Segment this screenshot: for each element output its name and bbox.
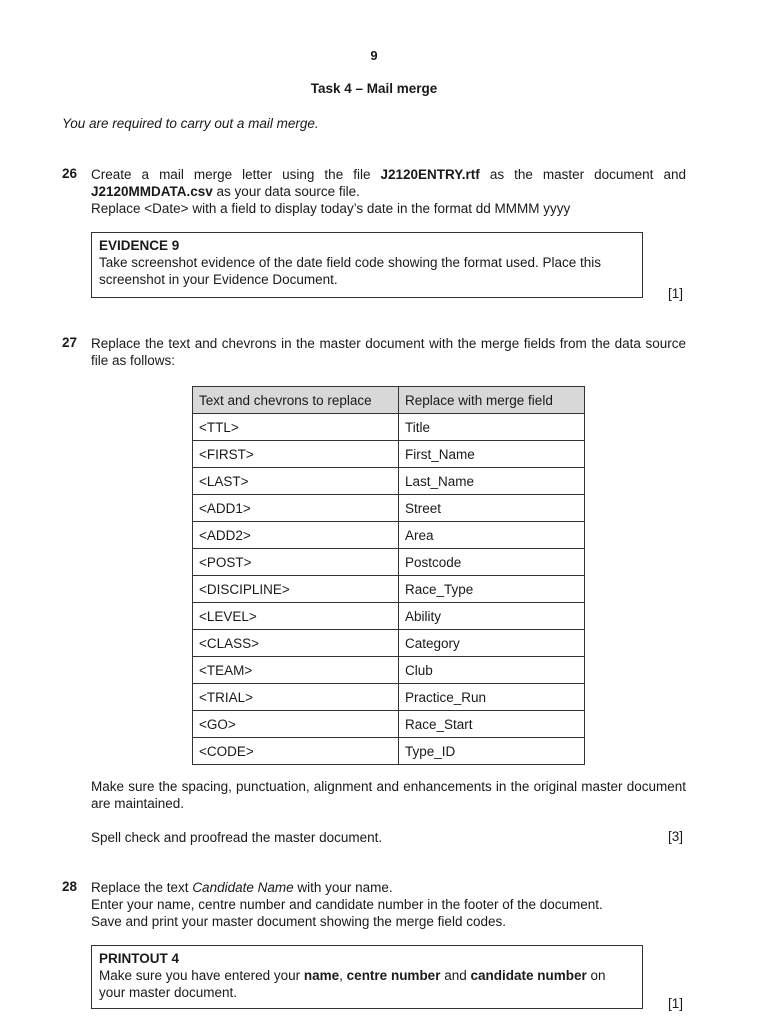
table-cell-merge-field: Race_Type	[399, 576, 585, 603]
table-row	[193, 738, 585, 765]
q26-line2-post: as your data source file.	[212, 184, 360, 199]
question-28-text	[91, 879, 686, 930]
table-cell-placeholder: <LAST>	[193, 468, 399, 495]
q27-mark: [3]	[668, 829, 684, 844]
table-cell-merge-field: Street	[399, 495, 585, 522]
table-cell-placeholder: <TRIAL>	[193, 684, 399, 711]
table-header-cell: Replace with merge field	[399, 387, 585, 414]
q27-spellcheck: Spell check and proofread the master document.	[91, 830, 383, 845]
table-cell-merge-field: Category	[399, 630, 585, 657]
question-27-text: Replace the text and chevrons in the master document with the merge fields from the data source file as follows:	[91, 336, 686, 368]
printout-4-title: PRINTOUT 4	[99, 951, 180, 966]
table-row	[193, 576, 585, 603]
table-cell-placeholder: <ADD1>	[193, 495, 399, 522]
printout-4-candidate-number: candidate number	[470, 968, 587, 983]
printout-4-centre-number: centre number	[346, 968, 441, 983]
table-cell-merge-field: Last_Name	[399, 468, 585, 495]
table-row	[193, 603, 585, 630]
printout-4-post: on your master document.	[99, 968, 606, 1000]
table-row	[193, 414, 585, 441]
table-header-cell: Text and chevrons to replace	[193, 387, 399, 414]
q26-file1: J2120ENTRY.rtf	[380, 167, 480, 182]
printout-4-box	[91, 945, 643, 1009]
printout-4-sep1: ,	[339, 968, 347, 983]
question-26-number: 26	[62, 166, 78, 181]
table-cell-placeholder: <CODE>	[193, 738, 399, 765]
table-row	[193, 495, 585, 522]
q26-mark: [1]	[668, 286, 684, 301]
table-cell-merge-field: Type_ID	[399, 738, 585, 765]
table-cell-placeholder: <GO>	[193, 711, 399, 738]
table-row	[193, 711, 585, 738]
table-row	[193, 522, 585, 549]
table-row	[193, 441, 585, 468]
table-cell-merge-field: Race_Start	[399, 711, 585, 738]
table-cell-placeholder: <CLASS>	[193, 630, 399, 657]
task-title: Task 4 – Mail merge	[310, 81, 438, 96]
table-row	[193, 657, 585, 684]
evidence-9-box	[91, 232, 643, 298]
table-row	[193, 630, 585, 657]
printout-4-name: name	[303, 968, 340, 983]
table-row	[193, 684, 585, 711]
table-header-row	[193, 387, 585, 414]
table-row	[193, 468, 585, 495]
question-28-number: 28	[62, 879, 78, 894]
table-cell-placeholder: <POST>	[193, 549, 399, 576]
evidence-9-text: Take screenshot evidence of the date field code showing the format used. Place this screenshot in your Evidence Document.	[99, 255, 602, 287]
q26-file2: J2120MMDATA.csv	[91, 184, 213, 199]
table-cell-merge-field: Postcode	[399, 549, 585, 576]
table-cell-merge-field: Club	[399, 657, 585, 684]
table-cell-placeholder: <ADD2>	[193, 522, 399, 549]
table-cell-merge-field: Practice_Run	[399, 684, 585, 711]
table-cell-merge-field: Ability	[399, 603, 585, 630]
table-row	[193, 549, 585, 576]
merge-field-table	[192, 386, 585, 765]
q26-line1-post: as the master document and	[479, 167, 686, 182]
table-cell-placeholder: <LEVEL>	[193, 603, 399, 630]
printout-4-pre: Make sure you have entered your	[99, 968, 304, 983]
table-cell-merge-field: Title	[399, 414, 585, 441]
table-cell-merge-field: Area	[399, 522, 585, 549]
page-number: 9	[370, 48, 378, 63]
evidence-9-title: EVIDENCE 9	[99, 238, 180, 253]
question-26-text	[91, 166, 686, 217]
table-cell-placeholder: <TTL>	[193, 414, 399, 441]
table-cell-placeholder: <FIRST>	[193, 441, 399, 468]
printout-4-text	[99, 967, 635, 1001]
q28-line1-pre: Replace the text	[91, 880, 193, 895]
q26-line3: Replace <Date> with a field to display today’s date in the format dd MMMM yyyy	[91, 201, 571, 216]
q28-line1-post: with your name.	[293, 880, 393, 895]
q28-line3: Save and print your master document showing the merge field codes.	[91, 914, 506, 929]
q28-line2: Enter your name, centre number and candidate number in the footer of the document.	[91, 897, 603, 912]
q27-note: Make sure the spacing, punctuation, alignment and enhancements in the original master document are maintained.	[91, 779, 686, 811]
intro-text: You are required to carry out a mail merge.	[62, 116, 319, 131]
q26-line1-pre: Create a mail merge letter using the file	[91, 167, 381, 182]
printout-4-sep2: and	[440, 968, 471, 983]
question-27-number: 27	[62, 335, 78, 350]
q28-line1-italic: Candidate Name	[192, 880, 294, 895]
table-cell-placeholder: <TEAM>	[193, 657, 399, 684]
table-cell-merge-field: First_Name	[399, 441, 585, 468]
table-cell-placeholder: <DISCIPLINE>	[193, 576, 399, 603]
q28-mark: [1]	[668, 996, 684, 1011]
